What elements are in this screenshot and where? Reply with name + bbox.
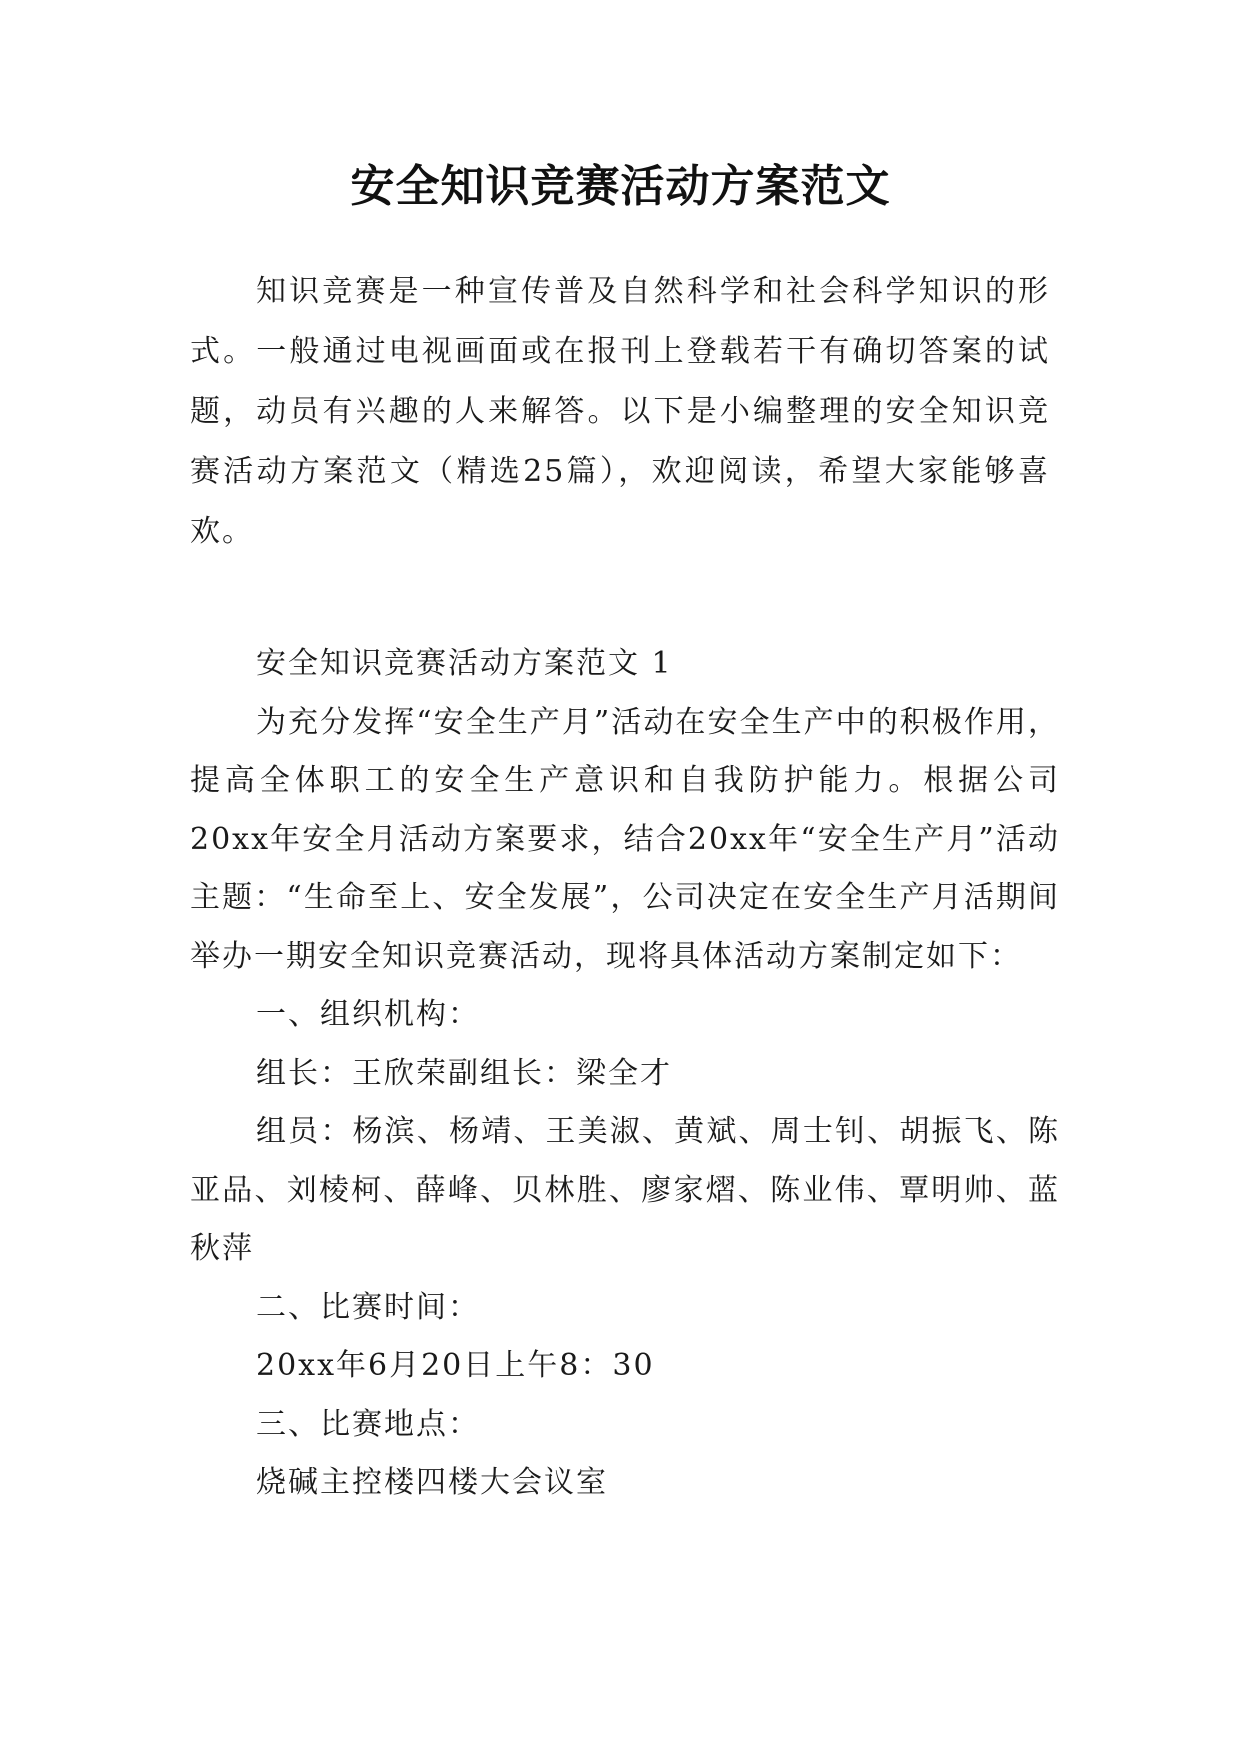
paragraph-leaders: 组长：王欣荣副组长：梁全才 bbox=[256, 1055, 672, 1091]
paragraph-location: 烧碱主控楼四楼大会议室 bbox=[256, 1465, 608, 1500]
document-title: 安全知识竞赛活动方案范文 bbox=[350, 161, 891, 212]
paragraph-time: 20xx年6月20日上午8：30 bbox=[256, 1348, 655, 1383]
intro-block bbox=[190, 262, 1050, 562]
section-1 bbox=[190, 635, 1060, 1513]
heading-organization: 一、组织机构： bbox=[256, 997, 480, 1032]
section-heading: 安全知识竞赛活动方案范文 1 bbox=[256, 646, 673, 681]
paragraph-purpose: 为充分发挥“安全生产月”活动在安全生产中的积极作用，提高全体职工的安全生产意识和自我防护能力。根据公司20xx年安全月活动方案要求，结合20xx年“安全生产月”活动主题：“生命至上、安全发展”，公司决定在安全生产月活期间举办一期安全知识竞赛活动，现将具体活动方案制定如下： bbox=[190, 704, 1060, 974]
heading-time: 二、比赛时间： bbox=[256, 1289, 480, 1325]
heading-location: 三、比赛地点： bbox=[256, 1406, 480, 1442]
intro-paragraph: 知识竞赛是一种宣传普及自然科学和社会科学知识的形式。一般通过电视画面或在报刊上登载若干有确切答案的试题，动员有兴趣的人来解答。以下是小编整理的安全知识竞赛活动方案范文（精选25篇），欢迎阅读，希望大家能够喜欢。 bbox=[190, 274, 1050, 549]
paragraph-members: 组员：杨滨、杨靖、王美淑、黄斌、周士钊、胡振飞、陈亚品、刘棱柯、薛峰、贝林胜、廖家熠、陈业伟、覃明帅、蓝秋萍 bbox=[190, 1114, 1060, 1266]
